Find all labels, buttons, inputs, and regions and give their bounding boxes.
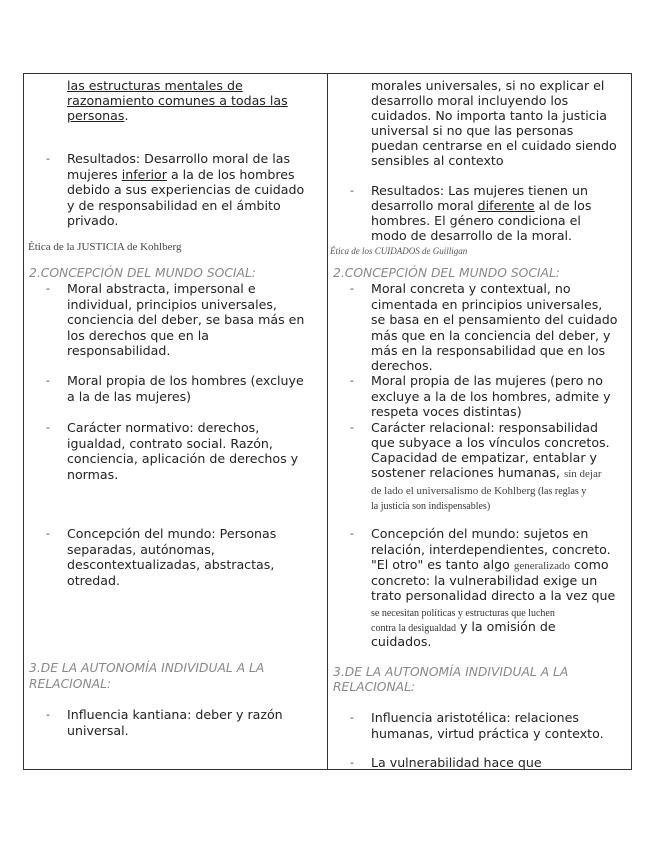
- column-caption: Ética de la JUSTICIA de Kohlberg: [28, 241, 182, 253]
- bullet-dash: -: [350, 756, 354, 769]
- bullet-line: Moral abstracta, impersonal e: [67, 281, 256, 296]
- bullet-line: que subyace a los vínculos concretos.: [371, 435, 610, 450]
- section-heading: 2.CONCEPCIÓN DEL MUNDO SOCIAL:: [29, 266, 256, 280]
- bullet-dash: -: [46, 527, 50, 540]
- bullet-line: Capacidad de empatizar, entablar y: [371, 450, 598, 465]
- resultados-line: hombres. El género condiciona el: [371, 213, 581, 228]
- resultados-line: debido a sus experiencias de cuidado: [67, 182, 305, 197]
- column-caption: Ética de los CUIDADOS de Guilligan: [330, 246, 468, 256]
- bullet-line: respeta voces distintas): [371, 404, 522, 419]
- bullet-line: La vulnerabilidad hace que: [371, 755, 542, 769]
- gilligan-column: [328, 74, 631, 769]
- bullet-line: sostener relaciones humanas, sin dejar: [371, 465, 602, 480]
- cont-line: razonamiento comunes a todas las: [67, 93, 288, 108]
- bullet-line: cimentada en principios universales,: [371, 297, 603, 312]
- bullet-line: igualdad, contrato social. Razón,: [67, 436, 273, 451]
- bullet-line: universal.: [67, 723, 129, 738]
- cont-line: morales universales, si no explicar el: [371, 78, 605, 93]
- bullet-line: separadas, autónomas,: [67, 542, 215, 557]
- bullet-dash: -: [350, 282, 354, 295]
- section-heading: RELACIONAL:: [333, 680, 416, 694]
- cont-line: las estructuras mentales de: [67, 78, 243, 93]
- resultados-line: modo de desarrollo de la moral.: [371, 228, 573, 243]
- bullet-line: conciencia, aplicación de derechos y: [67, 451, 299, 466]
- cont-line: desarrollo moral incluyendo los: [371, 93, 569, 108]
- kohlberg-column: [24, 74, 328, 769]
- bullet-line: relación, interdependientes, concreto.: [371, 542, 611, 557]
- resultados-line: y de responsabilidad en el ámbito: [67, 198, 281, 213]
- resultados-line: desarrollo moral diferente al de los: [371, 198, 592, 213]
- bullet-line: derechos.: [371, 358, 433, 373]
- bullet-line: individual, principios universales,: [67, 297, 277, 312]
- bullet-line: Concepción del mundo: sujetos en: [371, 526, 589, 541]
- bullet-line: más que en la conciencia del deber, y: [371, 328, 611, 343]
- bullet-dash: -: [350, 421, 354, 434]
- bullet-dash: -: [46, 374, 50, 387]
- bullet-dash: -: [350, 711, 354, 724]
- bullet-line: trato personalidad directo a la vez que: [371, 588, 616, 603]
- bullet-dash: -: [46, 421, 50, 434]
- bullet-line: descontextualizadas, abstractas,: [67, 557, 275, 572]
- cont-line: universal si no que las personas: [371, 123, 574, 138]
- bullet-line: contra la desigualdad y la omisión de: [371, 619, 556, 634]
- bullet-line: cuidados.: [371, 634, 432, 649]
- bullet-line: conciencia del deber, se basa más en: [67, 312, 305, 327]
- bullet-line: los derechos que en la: [67, 328, 210, 343]
- bullet-line: "El otro" es tanto algo generalizado como: [371, 557, 609, 572]
- resultados-line: Resultados: Desarrollo moral de las: [67, 151, 291, 166]
- bullet-line: Influencia kantiana: deber y razón: [67, 707, 283, 722]
- bullet-line: la justicia son indispensables): [371, 501, 491, 512]
- bullet-dash: -: [350, 184, 354, 197]
- bullet-line: Moral concreta y contextual, no: [371, 281, 571, 296]
- bullet-line: humanas, virtud práctica y contexto.: [371, 726, 604, 741]
- section-heading: 2.CONCEPCIÓN DEL MUNDO SOCIAL:: [333, 266, 560, 280]
- bullet-line: excluye a la de los hombres, admite y: [371, 389, 611, 404]
- bullet-line: más en la responsabilidad que en los: [371, 343, 606, 358]
- bullet-line: se necesitan políticas y estructuras que luchen: [371, 608, 555, 619]
- bullet-dash: -: [46, 708, 50, 721]
- bullet-line: Carácter normativo: derechos,: [67, 420, 260, 435]
- section-heading: RELACIONAL:: [29, 677, 112, 691]
- bullet-line: concreto: la vulnerabilidad exige un: [371, 573, 598, 588]
- bullet-line: de lado el universalismo de Kohlberg (las reglas y: [371, 485, 587, 497]
- bullet-line: Influencia aristotélica: relaciones: [371, 710, 579, 725]
- bullet-dash: -: [350, 374, 354, 387]
- cont-line: sensibles al contexto: [371, 153, 504, 168]
- bullet-line: responsabilidad.: [67, 343, 171, 358]
- bullet-line: Moral propia de las mujeres (pero no: [371, 373, 603, 388]
- resultados-line: privado.: [67, 213, 119, 228]
- bullet-line: Carácter relacional: responsabilidad: [371, 420, 599, 435]
- bullet-dash: -: [46, 152, 50, 165]
- resultados-line: Resultados: Las mujeres tienen un: [371, 183, 589, 198]
- bullet-line: normas.: [67, 467, 119, 482]
- bullet-line: Concepción del mundo: Personas: [67, 526, 277, 541]
- bullet-dash: -: [46, 282, 50, 295]
- bullet-dash: -: [350, 527, 354, 540]
- bullet-line: se basa en el pensamiento del cuidado: [371, 312, 618, 327]
- cont-line: personas.: [67, 108, 129, 123]
- bullet-line: otredad.: [67, 573, 121, 588]
- bullet-line: Moral propia de los hombres (excluye: [67, 373, 304, 388]
- cont-line: cuidados. No importa tanto la justicia: [371, 108, 607, 123]
- comparison-table: [23, 73, 632, 770]
- bullet-line: a la de las mujeres): [67, 389, 192, 404]
- section-heading: 3.DE LA AUTONOMÍA INDIVIDUAL A LA: [333, 665, 569, 679]
- resultados-line: mujeres inferior a la de los hombres: [67, 167, 295, 182]
- cont-line: puedan centrarse en el cuidado siendo: [371, 138, 617, 153]
- section-heading: 3.DE LA AUTONOMÍA INDIVIDUAL A LA: [29, 661, 265, 675]
